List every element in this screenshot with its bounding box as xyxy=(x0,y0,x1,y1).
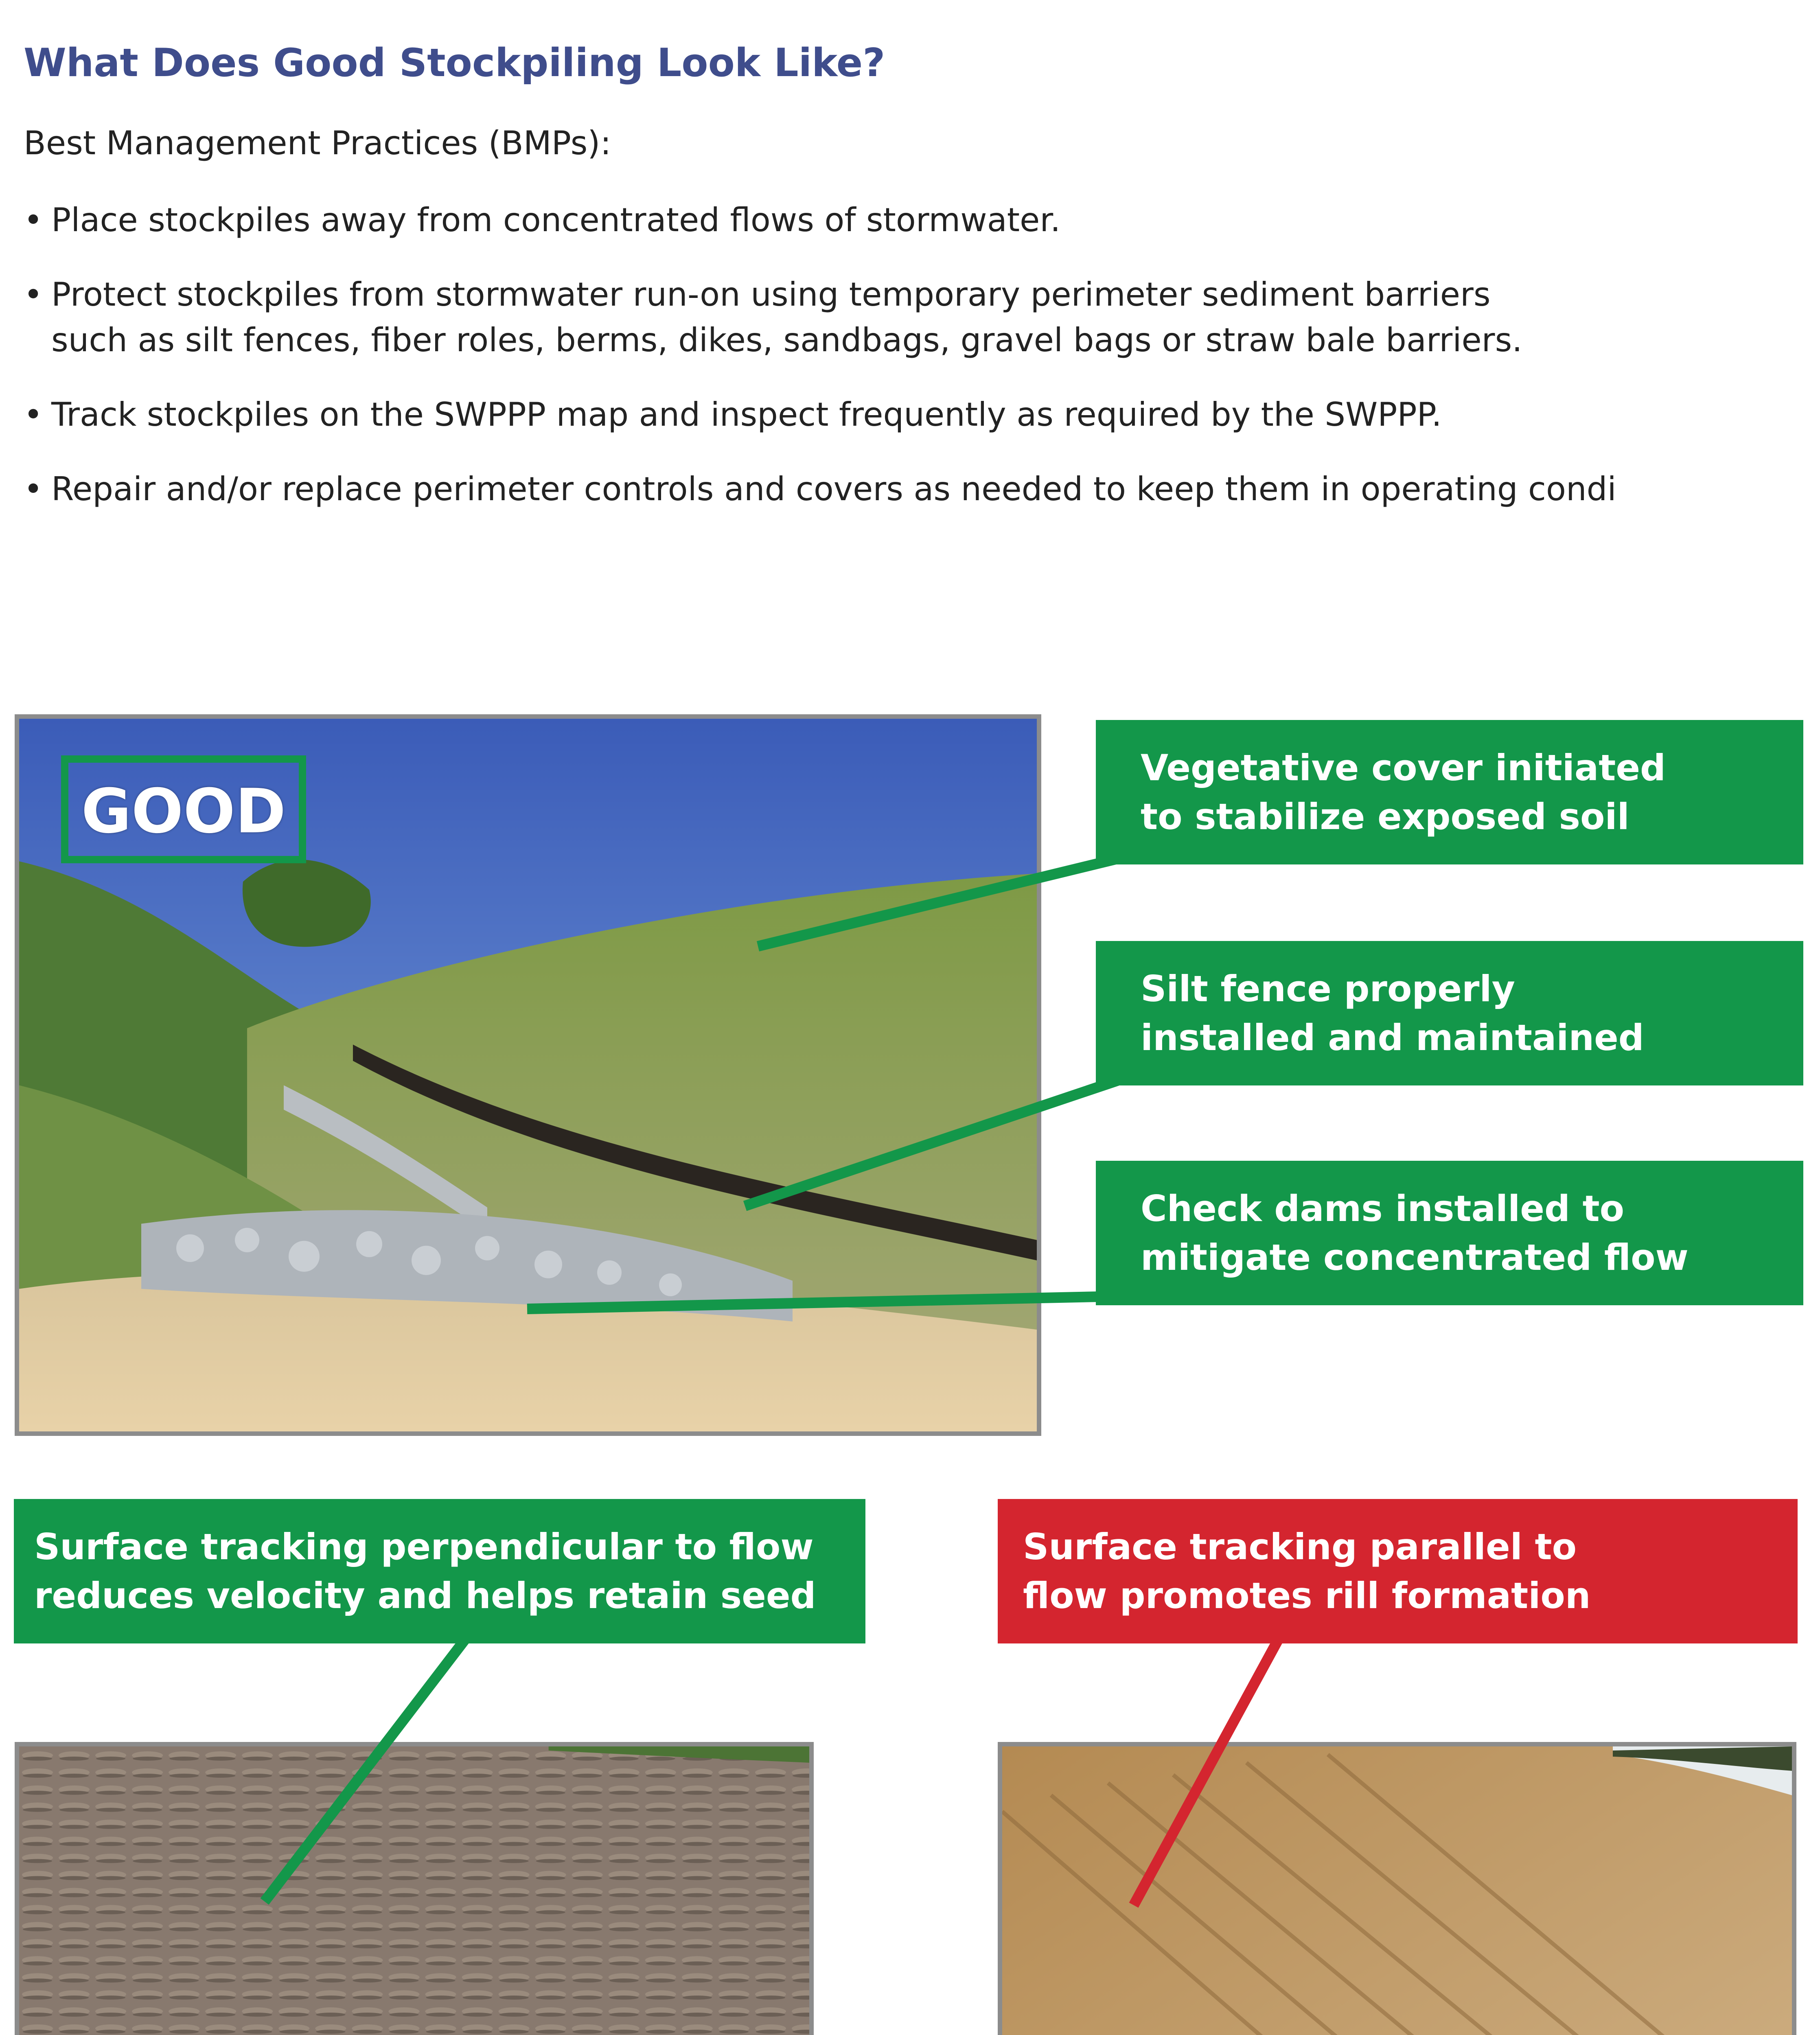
bullet-text: Track stockpiles on the SWPPP map and inspect frequently as required by the SWPPP. xyxy=(51,396,1442,433)
bullet-item xyxy=(24,466,1820,512)
callout-line: reduces velocity and helps retain seed xyxy=(34,1575,816,1617)
callout-line: Check dams installed to xyxy=(1141,1188,1625,1230)
callout-line: Vegetative cover initiated xyxy=(1141,747,1666,789)
tracking-good-callout xyxy=(14,1499,865,1643)
silt-fence-callout xyxy=(1096,941,1803,1085)
callout-line: flow promotes rill formation xyxy=(1023,1575,1591,1617)
vegetative-cover-callout xyxy=(1096,720,1803,864)
callout-line: mitigate concentrated flow xyxy=(1141,1236,1689,1278)
callout-line: Silt fence properly xyxy=(1141,968,1515,1010)
bullet-text: Place stockpiles away from concentrated flows of stormwater. xyxy=(51,201,1061,239)
parallel-tracking-photo xyxy=(998,1742,1796,2035)
perpendicular-tracking-image xyxy=(19,1746,809,2035)
bullet-text: such as silt fences, fiber roles, berms, dikes, sandbags, gravel bags or straw bale barriers. xyxy=(51,321,1522,359)
bullet-glyph: • xyxy=(24,201,43,239)
bullet-item xyxy=(24,392,1815,438)
bullet-text: Protect stockpiles from stormwater run-on using temporary perimeter sediment barriers xyxy=(51,276,1491,313)
parallel-tracking-image xyxy=(1002,1746,1792,2035)
good-label-badge: GOOD xyxy=(61,755,306,863)
bullet-item xyxy=(24,197,1815,243)
bullet-text: Repair and/or replace perimeter controls and covers as needed to keep them in operating condi xyxy=(51,470,1616,508)
page-title: What Does Good Stockpiling Look Like? xyxy=(24,41,885,85)
bullet-item xyxy=(24,272,1815,363)
check-dams-callout xyxy=(1096,1161,1803,1305)
bmp-intro: Best Management Practices (BMPs): xyxy=(24,124,611,162)
bullet-glyph: • xyxy=(24,276,43,313)
callout-line: installed and maintained xyxy=(1141,1017,1644,1059)
callout-line: Surface tracking perpendicular to flow xyxy=(34,1526,814,1568)
tracking-bad-callout xyxy=(998,1499,1798,1643)
callout-line: to stabilize exposed soil xyxy=(1141,796,1629,838)
perpendicular-tracking-photo xyxy=(15,1742,814,2035)
callout-line: Surface tracking parallel to xyxy=(1023,1526,1577,1568)
bullet-glyph: • xyxy=(24,396,43,433)
bullet-glyph: • xyxy=(24,470,43,508)
